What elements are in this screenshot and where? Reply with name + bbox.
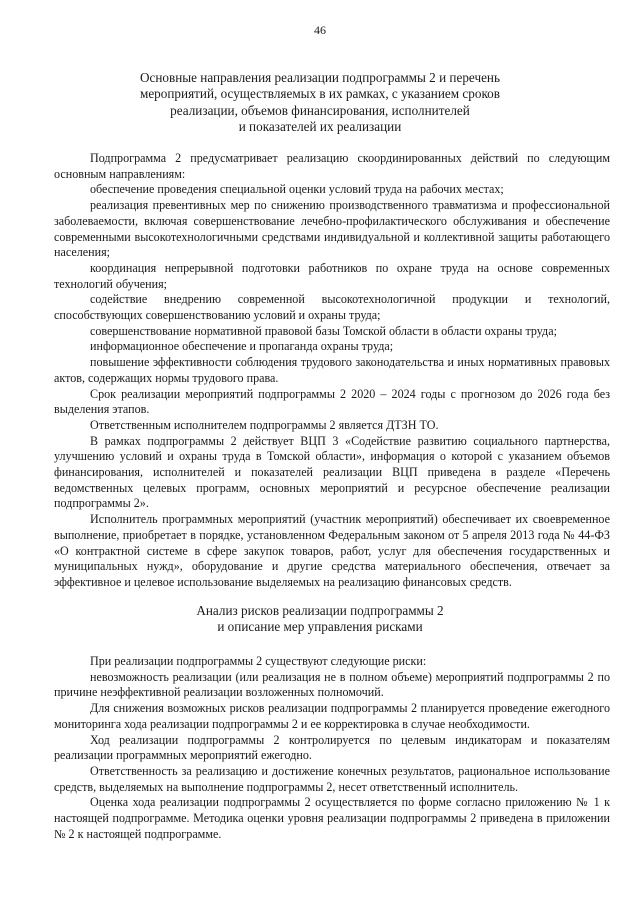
paragraph: Ответственным исполнителем подпрограммы 2 является ДТЗН ТО. — [90, 417, 439, 432]
paragraph: повышение эффективности соблюдения трудового законодательства и иных нормативных правовых актов, содержащих нормы трудового права. — [54, 355, 610, 385]
paragraph: Оценка хода реализации подпрограммы 2 осуществляется по форме согласно приложению № 1 к настоящей подпрограмме. Методика оценки уровня реализации подпрограммы 2 приведена в приложении № 2 к настоящей подпрограмме. — [54, 795, 610, 841]
paragraph: Подпрограмма 2 предусматривает реализацию скоординированных действий по следующим основным направлениям: — [54, 151, 610, 181]
section-heading-risk-analysis — [50, 603, 590, 636]
page-number: 46 — [314, 23, 326, 37]
paragraph: невозможность реализации (или реализация не в полном объеме) мероприятий подпрограммы 2 по причине неэффективной реализации возложенных полномочий. — [54, 669, 610, 700]
paragraph: Исполнитель программных мероприятий (участник мероприятий) обеспечивает их своевременное выполнение, приобретает в порядке, установленном Федеральным законом от 5 апреля 2013 года № 44-ФЗ «О контрактной системе в сфере закупок товаров, работ, услуг для обеспечения государственных и муниципальных нужд», оборудование и другие средства материального обеспечения, отвечает за эффективное и целевое использование выделяемых на реализацию финансовых средств. — [54, 512, 610, 589]
paragraph: совершенствование нормативной правовой базы Томской области в области охраны труда; — [90, 323, 557, 338]
heading-line: реализации, объемов финансирования, исполнителей — [170, 102, 470, 118]
heading-line: Анализ рисков реализации подпрограммы 2 — [196, 603, 444, 618]
heading-line: Основные направления реализации подпрограммы 2 и перечень — [139, 70, 501, 85]
paragraph: Ответственность за реализацию и достижение конечных результатов, рациональное использование средств, выделяемых на выполнение подпрограммы 2, несет ответственный исполнитель. — [54, 763, 610, 794]
section-heading-main-directions — [50, 70, 590, 136]
paragraph: В рамках подпрограммы 2 действует ВЦП 3 «Содействие развитию социального партнерства, улучшению условий и охраны труда в Томской области», информация о которой с указанием объемов финансирования, исполнителей и показателей реализации ВЦП приведена в разделе «Перечень ведомственных целевых программ, основных мероприятий и ресурсное обеспечение реализации подпрограммы 2». — [54, 433, 610, 511]
heading-line: и описание мер управления рисками — [217, 619, 423, 635]
section-body-risk-analysis — [54, 654, 610, 842]
heading-line: и показателей их реализации — [238, 119, 402, 135]
paragraph: При реализации подпрограммы 2 существуют следующие риски: — [90, 654, 427, 668]
heading-line: мероприятий, осуществляемых в их рамках, с указанием сроков — [139, 86, 500, 102]
paragraph: обеспечение проведения специальной оценки условий труда на рабочих местах; — [90, 182, 504, 197]
paragraph: Срок реализации мероприятий подпрограммы 2 2020 – 2024 годы с прогнозом до 2026 года без выделения этапов. — [54, 386, 610, 417]
paragraph: координация непрерывной подготовки работников по охране труда на основе современных технологий обучения; — [54, 260, 610, 291]
paragraph: информационное обеспечение и пропаганда охраны труда; — [90, 339, 394, 354]
paragraph: реализация превентивных мер по снижению производственного травматизма и профессиональной заболеваемости, включая совершенствование лечебно-профилактического обслуживания и обеспечение современными высокотехнологичными средствами индивидуальной и коллективной защиты работающего населения; — [54, 198, 610, 260]
paragraph: Для снижения возможных рисков реализации подпрограммы 2 планируется проведение ежегодного мониторинга хода реализации подпрограммы 2 и ее корректировка в случае необходимости. — [54, 701, 610, 731]
paragraph: Ход реализации подпрограммы 2 контролируется по целевым индикаторам и показателям реализации программных мероприятий ежегодно. — [54, 732, 610, 763]
paragraph: содействие внедрению современной высокотехнологичной продукции и технологий, способствующих совершенствованию условий и охраны труда; — [54, 292, 610, 323]
section-body-main-directions — [54, 151, 610, 591]
